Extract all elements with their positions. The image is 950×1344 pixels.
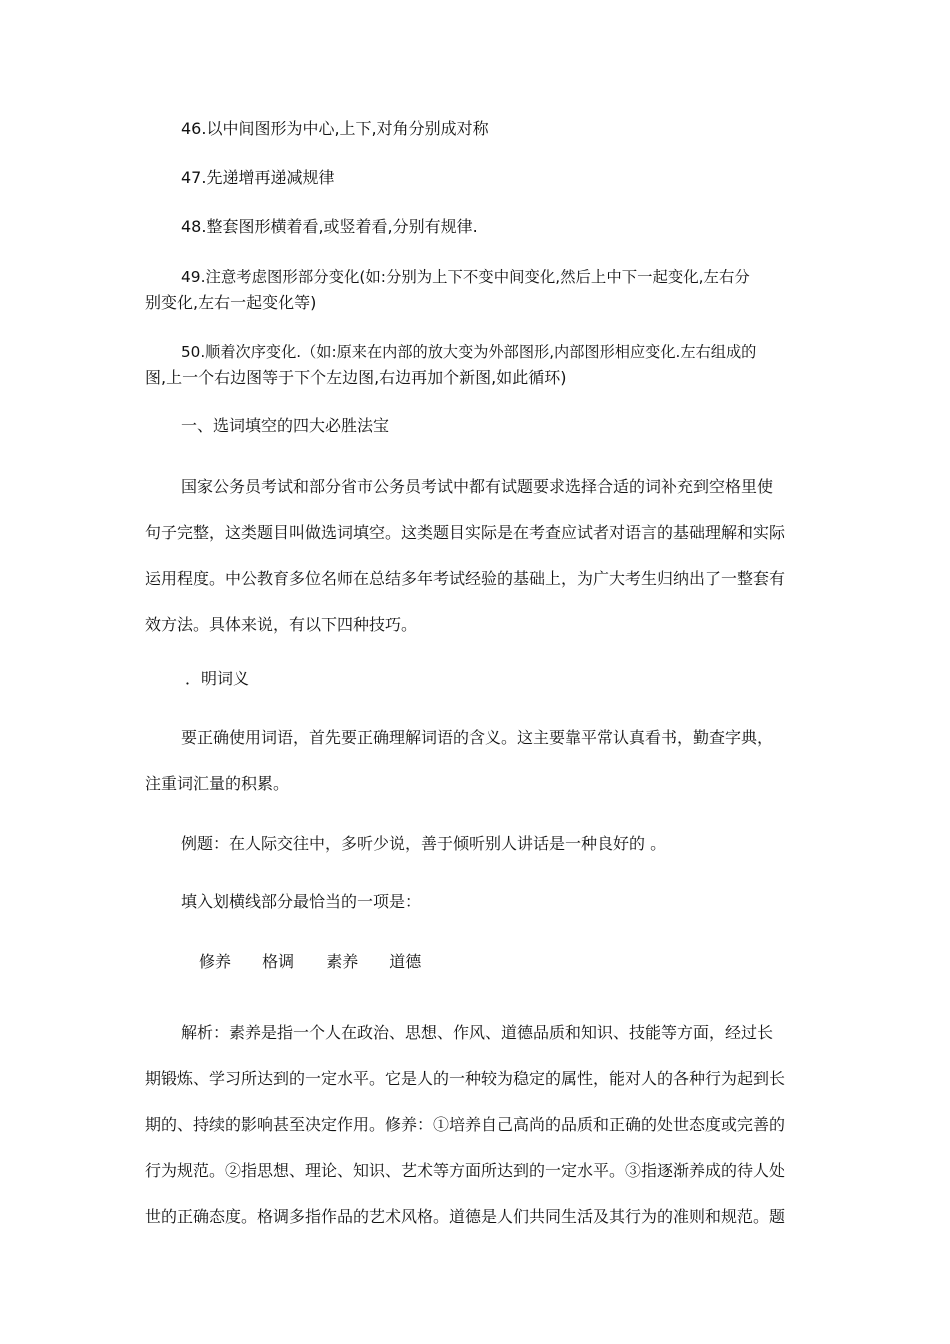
analysis-line-2: 期锻炼、学习所达到的一定水平。它是人的一种较为稳定的属性，能对人的各种行为起到长 — [145, 1069, 786, 1088]
item-50 — [145, 340, 810, 390]
example-text: 例题：在人际交往中，多听少说，善于倾听别人讲话是一种良好的 。 — [181, 834, 667, 853]
item-50-line-1: 50.顺着次序变化.（如:原来在内部的放大变为外部图形,内部图形相应变化.左右组成的 — [181, 343, 757, 361]
analysis-line-3: 期的、持续的影响甚至决定作用。修养：①培养自己高尚的品质和正确的处世态度或完善的 — [145, 1115, 786, 1134]
section-heading — [145, 414, 810, 438]
item-47 — [145, 166, 810, 190]
option-3: 素养 — [326, 952, 359, 971]
analysis-line-5: 世的正确态度。格调多指作品的艺术风格。道德是人们共同生活及其行为的准则和规范。题 — [145, 1207, 786, 1226]
option-1: 修养 — [199, 952, 232, 971]
intro-line-3: 运用程度。中公教育多位名师在总结多年考试经验的基础上，为广大考生归纳出了一整套有 — [145, 569, 786, 588]
prompt-text: 填入划横线部分最恰当的一项是： — [181, 892, 422, 911]
body-line-1: 要正确使用词语，首先要正确理解词语的含义。这主要靠平常认真看书，勤查字典， — [181, 728, 774, 747]
example-question — [145, 832, 810, 856]
item-49-line-2: 别变化,左右一起变化等) — [145, 293, 317, 312]
item-47-text: 47.先递增再递减规律 — [181, 168, 335, 187]
sub-heading — [145, 667, 810, 691]
item-48 — [145, 215, 810, 239]
options-line — [145, 950, 810, 974]
analysis-line-1: 解析：素养是指一个人在政治、思想、作风、道德品质和知识、技能等方面，经过长 — [181, 1023, 774, 1042]
answer-options — [145, 950, 810, 974]
intro-line-1: 国家公务员考试和部分省市公务员考试中都有试题要求选择合适的词补充到空格里使 — [181, 477, 774, 496]
item-46-text: 46.以中间图形为中心,上下,对角分别成对称 — [181, 119, 489, 138]
sub-heading-text: ．明词义 — [185, 669, 250, 688]
item-46 — [145, 117, 810, 141]
analysis-paragraph — [145, 1010, 810, 1240]
intro-line-2: 句子完整，这类题目叫做选词填空。这类题目实际是在考查应试者对语言的基础理解和实际 — [145, 523, 786, 542]
section-heading-text: 一、选词填空的四大必胜法宝 — [181, 416, 390, 435]
question-prompt — [145, 890, 810, 914]
item-48-text: 48.整套图形横着看,或竖着看,分别有规律. — [181, 217, 478, 236]
option-4: 道德 — [389, 952, 422, 971]
item-50-line-2: 图,上一个右边图等于下个左边图,右边再加个新图,如此循环) — [145, 368, 567, 387]
analysis-line-4: 行为规范。②指思想、理论、知识、艺术等方面所达到的一定水平。③指逐渐养成的待人处 — [145, 1161, 786, 1180]
option-2: 格调 — [262, 952, 295, 971]
body-line-2: 注重词汇量的积累。 — [145, 774, 290, 793]
item-49 — [145, 265, 810, 315]
item-49-line-1: 49.注意考虑图形部分变化(如:分别为上下不变中间变化,然后上中下一起变化,左右分 — [181, 268, 750, 286]
body-paragraph — [145, 715, 810, 807]
intro-line-4: 效方法。具体来说，有以下四种技巧。 — [145, 615, 418, 634]
intro-paragraph — [145, 464, 810, 648]
